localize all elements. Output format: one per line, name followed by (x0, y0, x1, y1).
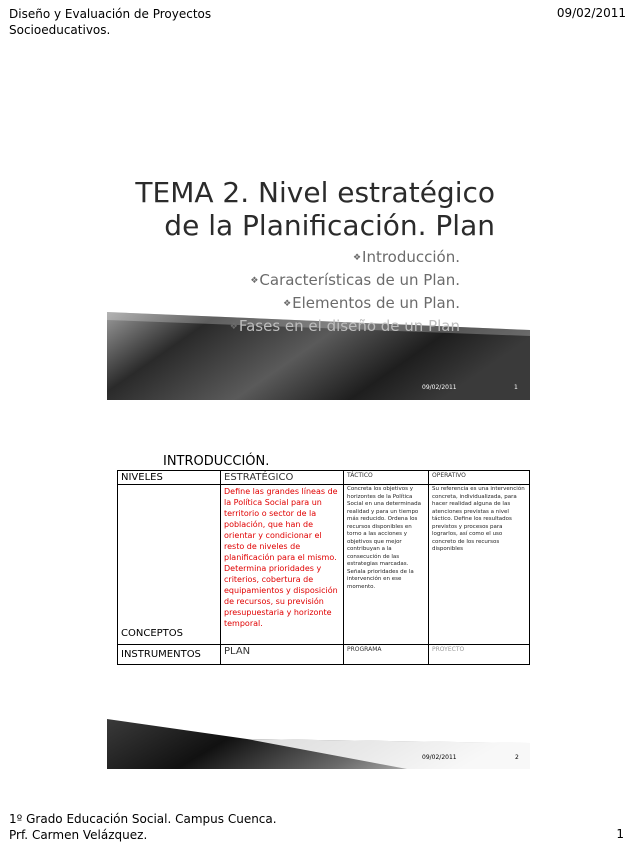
table-cell: INSTRUMENTOS (118, 645, 221, 665)
table-cell: TÁCTICO (344, 471, 429, 485)
table-cell: ESTRATÉGICO (221, 471, 344, 485)
slide-1 (107, 160, 530, 400)
table-cell: PROGRAMA (344, 645, 429, 665)
course-title-cont: Socioeducativos. (9, 23, 111, 37)
header-date: 09/02/2011 (556, 6, 626, 20)
table-cell: Define las grandes líneas de la Política Social para un territorio o sector de la población, que han de orientar y condicionar el resto de niveles de planificación para el mismo. Determina prioridades y criterios, cobertura de equipamientos y disposición de recursos, su previsión presupuestaria y horizonte temporal. (221, 485, 344, 645)
slide-2 (107, 443, 530, 769)
table-row (118, 485, 530, 645)
diamond-bullet-icon: ❖ (250, 276, 259, 286)
table-row (118, 645, 530, 665)
table-cell: PROYECTO (429, 645, 530, 665)
footer-author: Prf. Carmen Velázquez. (9, 828, 148, 842)
document-header (9, 6, 211, 38)
slide-1-date: 09/02/2011 (422, 384, 457, 391)
footer-course: 1º Grado Educación Social. Campus Cuenca. (9, 812, 277, 826)
table-cell: PLAN (221, 645, 344, 665)
table-cell: Su referencia es una intervención concreta, individualizada, para hacer realidad alguna de las atenciones previstas a nivel táctico. Define los resultados previstos y procesos para lograrlos, así como el uso concreto de los recursos disponibles (429, 485, 530, 645)
diamond-bullet-icon: ❖ (229, 322, 238, 332)
table-row (118, 471, 530, 485)
table-cell: NIVELES (118, 471, 221, 485)
slide-1-number: 1 (514, 384, 518, 391)
bullet-item: ❖Elementos de un Plan. (283, 294, 460, 312)
bullet-item: ❖Características de un Plan. (250, 271, 460, 289)
diamond-bullet-icon: ❖ (352, 253, 362, 263)
diamond-bullet-icon: ❖ (283, 299, 292, 309)
slide-1-title: TEMA 2. Nivel estratégico de la Planificación. Plan (135, 176, 495, 242)
slide-2-number: 2 (515, 754, 519, 761)
slide-1-bullet-list (230, 246, 460, 338)
table-cell: OPERATIVO (429, 471, 530, 485)
document-footer (9, 811, 277, 843)
planning-levels-table (117, 470, 530, 665)
page-number: 1 (616, 827, 624, 841)
table-cell: Concreta los objetivos y horizontes de la Política Social en una determinada realidad y para un tiempo más reducido. Ordena los recursos disponibles en torno a las acciones y objetivos que mejor contribuyan a la consecución de las estrategias marcadas. Señala prioridades de la intervención en ese momento. (344, 485, 429, 645)
slide-2-title: INTRODUCCIÓN. (163, 454, 270, 469)
bullet-item: ❖Introducción. (352, 248, 460, 266)
table-cell: CONCEPTOS (118, 485, 221, 645)
slide-2-date: 09/02/2011 (422, 754, 457, 761)
course-title: Diseño y Evaluación de Proyectos (9, 7, 212, 21)
bullet-item: ❖Fases en el diseño de un Plan (229, 317, 460, 335)
